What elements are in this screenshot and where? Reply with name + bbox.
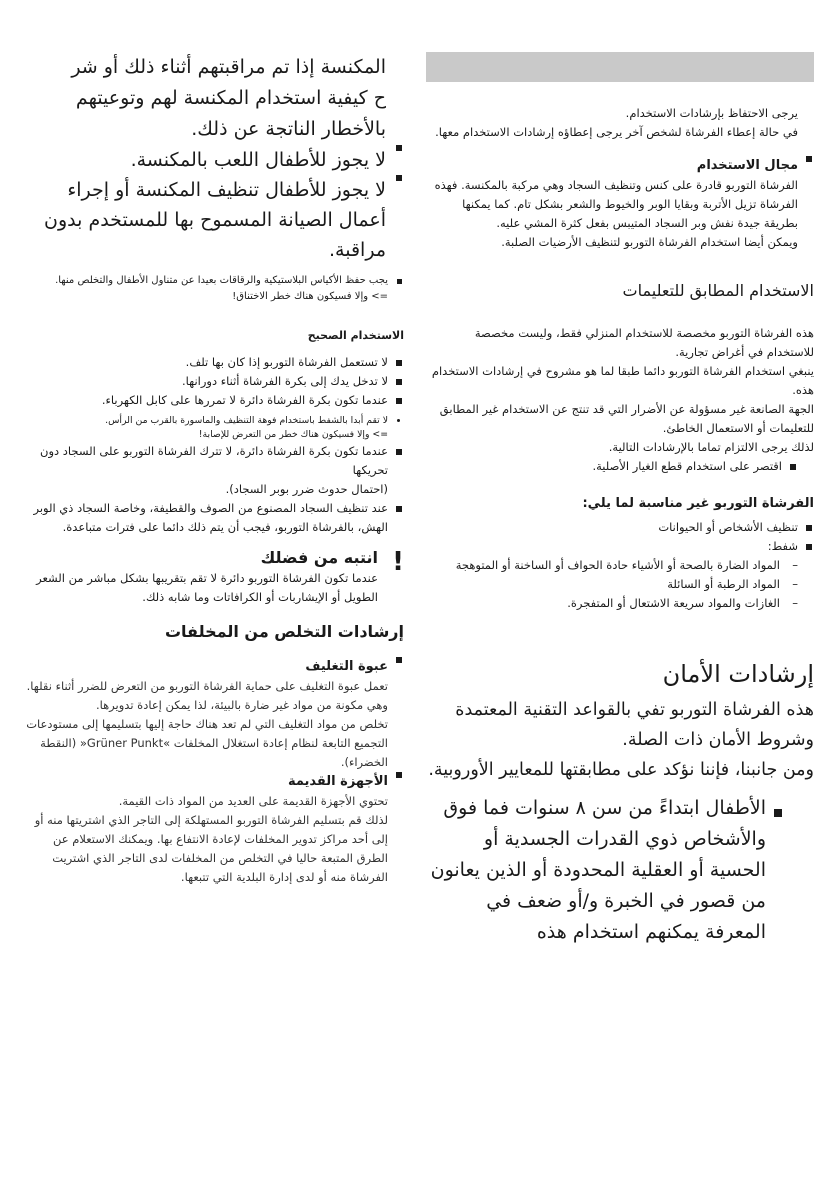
scope-para-1: الفرشاة التوربو قادرة على كنس وتنظيف السجاد وهي مركبة بالمكنسة. فهذه الفرشاة تزيل الأتربة وبقايا الوبر والخيوط والشعر بشكل تام. كما يمكنها بطريقة جيدة نفش وبر السجاد المتيبس بفعل كثرة المشي عليه.: [434, 178, 798, 230]
old-devices-para-2: لذلك قم بتسليم الفرشاة التوربو المستهلكة إلى التاجر الذي اشتريتها منه أو إلى أحد مراكز تدوير المخلفات لإعادة الانتفاع بها. ويمكنك الاستعلام عن الطرق المتبعة حاليا في التخلص من المخلفات لدى التاجر الذي اشتريت الفرشاة منه أو لدى إدارة البلدية التي تتبعها.: [34, 813, 388, 884]
wool-carpet-item: عند تنظيف السجاد المصنوع من الصوف والقطيفة، وخاصة السجاد ذي الوبر الهش، بالفرشاة التوربو، فيجب أن يتم ذلك دائما على فترات متباعدة.: [22, 499, 404, 537]
unsuitable-item-2: شفط:: [426, 537, 814, 556]
packaging-para-3: تخلص من مواد التغليف التي لم تعد هناك حاجة إليها بتسليمها إلى مستودعات التجميع التابعة لنظام إعادة استغلال المخلفات »Grüner Punkt« (النقطة الخضراء).: [26, 717, 388, 769]
carpet-damage-note: (احتمال حدوث ضرر بوبر السجاد).: [225, 482, 388, 496]
unsuitable-sub-3: – الغازات والمواد سريعة الاشتعال أو المتفجرة.: [426, 594, 814, 613]
old-devices-para-1: تحتوي الأجهزة القديمة على العديد من المواد ذات القيمة.: [118, 794, 388, 808]
packaging-title: عبوة التغليف: [22, 657, 404, 677]
proper-use-para-1: هذه الفرشاة التوربو مخصصة للاستخدام المنزلي فقط، وليست مخصصة للاستخدام في أغراض تجارية.: [474, 326, 814, 359]
plastic-bags-bullet: يجب حفظ الأكياس البلاستيكية والرقاقات بعيدا عن متناول الأطفال والتخلص منها.: [22, 273, 404, 289]
correct-use-item-1: لا تستعمل الفرشاة التوربو إذا كان بها تلف.: [22, 353, 404, 372]
unsuitable-item-1: تنظيف الأشخاص أو الحيوانات: [426, 518, 814, 537]
unsuitable-sub-2: – المواد الرطبة أو السائلة: [426, 575, 814, 594]
children-play-bullet: لا يجوز للأطفال اللعب بالمكنسة.: [22, 145, 404, 175]
intro-line-3: بالأخطار الناتجة عن ذلك.: [191, 118, 386, 140]
injury-note: => وإلا فسيكون هناك خطر من التعرض للإصابة!: [198, 429, 388, 440]
keep-instructions-1: يرجى الاحتفاظ بإرشادات الاستخدام.: [625, 106, 798, 120]
children-clean-bullet: لا يجوز للأطفال تنظيف المكنسة أو إجراء أعمال الصيانة المسموح بها للمستخدم بدون مراقبة.: [22, 175, 404, 265]
packaging-para-2: وهي مكونة من مواد غير ضارة بالبيئة، لذا يمكن إعادة تدويرها.: [95, 698, 388, 712]
proper-use-para-3: الجهة الصانعة غير مسؤولة عن الأضرار التي قد تنتج عن الاستخدام غير المطابق للتعليمات أو الاستعمال الخاطئ.: [439, 402, 814, 435]
proper-use-para-2: ينبغي استخدام الفرشاة التوربو دائما طبقا لما هو مشروح في إرشادات الاستخدام هذه.: [431, 364, 814, 397]
attention-text: عندما تكون الفرشاة التوربو دائرة لا تقم بتقريبها بشكل مباشر من الشعر الطويل أو الإيشاربات أو الكرافاتات وما شابه ذلك.: [36, 571, 378, 604]
intro-line-1: المكنسة إذا تم مراقبتهم أثناء ذلك أو شر: [71, 56, 386, 78]
keep-instructions-2: في حالة إعطاء الفرشاة لشخص آخر يرجى إعطاؤه إرشادات الاستخدام معها.: [435, 125, 798, 139]
attention-heading: انتبه من فضلك: [260, 548, 378, 567]
proper-use-heading: الاستخدام المطابق للتعليمات: [622, 281, 814, 300]
attention-box: [22, 547, 404, 607]
safety-para-2: ومن جانبنا، فإننا نؤكد على مطابقتها للمعايير الأوروبية.: [428, 760, 814, 780]
proper-use-para-4: لذلك يرجى الالتزام تماما بالإرشادات التالية.: [608, 440, 814, 454]
scope-para-2: ويمكن أيضا استخدام الفرشاة التوربو لتنظيف الأرضيات الصلبة.: [501, 235, 798, 249]
old-devices-title: الأجهزة القديمة: [22, 772, 404, 792]
safety-para-1: هذه الفرشاة التوربو تفي بالقواعد التقنية المعتمدة وشروط الأمان ذات الصلة.: [455, 700, 814, 750]
intro-line-2: ح كيفية استخدام المكنسة لهم وتوعيتهم: [75, 87, 386, 109]
nozzle-warning: لا تقم أبدا بالشفط باستخدام فوهة التنظيف والماسورة بالقرب من الرأس.: [22, 414, 404, 428]
exclamation-icon: !: [392, 547, 404, 577]
children-age-bullet: الأطفال ابتداءً من سن ٨ سنوات فما فوق والأشخاص ذوي القدرات الجسدية أو الحسية أو العقلية المحدودة أو الذين يعانون من قصور في الخبرة و/أو ضعف في المعرفة يمكنهم استخدام هذه: [426, 793, 784, 948]
suffocation-note: => وإلا فسيكون هناك خطر الاختناق!: [232, 291, 388, 302]
unsuitable-heading: الفرشاة التوربو غير مناسبة لما يلي:: [582, 496, 814, 511]
scope-title: مجال الاستخدام: [426, 156, 814, 176]
section-bar: [426, 52, 814, 82]
correct-use-item-3: عندما تكون بكرة الفرشاة دائرة لا تمررها على كابل الكهرباء.: [22, 391, 404, 410]
safety-heading: إرشادات الأمان: [662, 660, 814, 688]
left-column: [22, 52, 404, 887]
original-parts-bullet: اقتصر على استخدام قطع الغيار الأصلية.: [426, 457, 798, 476]
rotating-brush-item: عندما تكون بكرة الفرشاة دائرة، لا تترك الفرشاة التوربو على السجاد دون تحريكها: [22, 442, 404, 480]
unsuitable-sub-1: – المواد الضارة بالصحة أو الأشياء حادة الحواف أو الساخنة أو المتوهجة: [426, 556, 814, 575]
correct-use-item-2: لا تدخل يدك إلى بكرة الفرشاة أثناء دورانها.: [22, 372, 404, 391]
correct-use-heading: الاستخدام الصحيح: [307, 329, 404, 342]
packaging-para-1: تعمل عبوة التغليف على حماية الفرشاة التوربو من التعرض للضرر أثناء نقلها.: [26, 679, 388, 693]
disposal-heading: إرشادات التخلص من المخلفات: [164, 622, 404, 641]
right-column: [426, 52, 814, 948]
